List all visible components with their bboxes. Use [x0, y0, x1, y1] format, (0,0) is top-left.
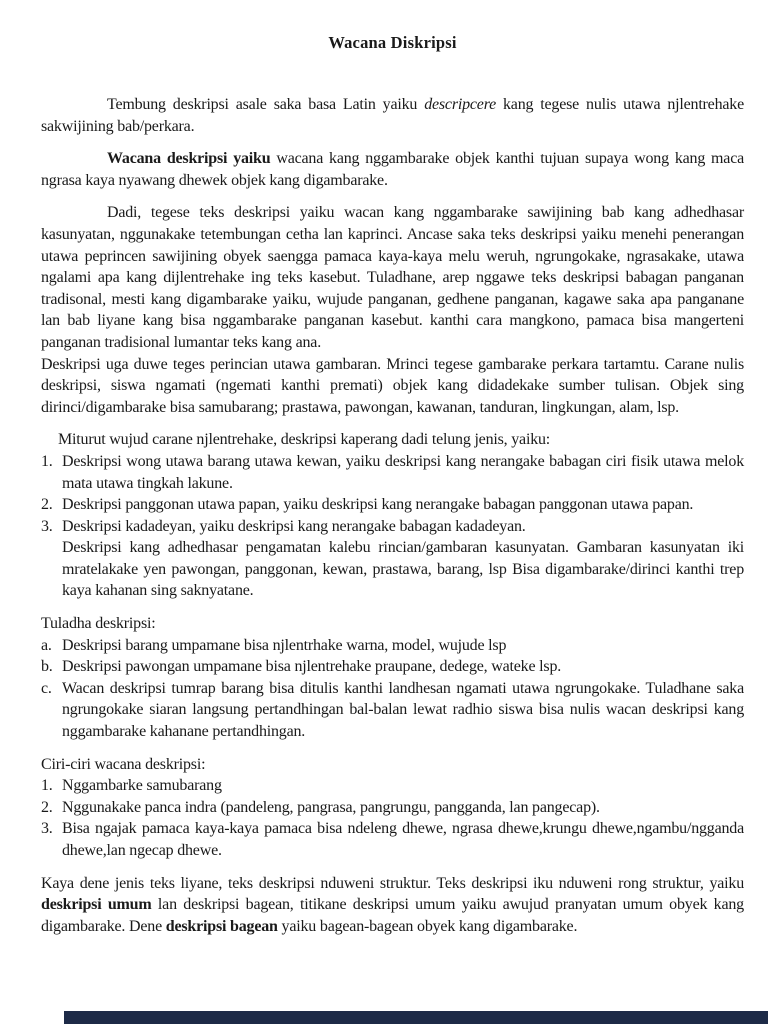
italic-text: descripcere: [424, 96, 497, 113]
bold-text: deskripsi umum: [41, 896, 152, 914]
text-run: Nggunakake panca indra (pandeleng, pangrasa, pangrungu, pangganda, lan pangecap).: [62, 798, 600, 816]
type-item-1: [41, 451, 744, 494]
document-body: [41, 94, 744, 937]
characteristic-item-3: [41, 818, 744, 861]
list-marker: [41, 537, 62, 602]
paragraph-structure: [41, 873, 744, 938]
list-item-text: [62, 678, 744, 743]
text-run: Deskripsi wong utawa barang utawa kewan, yaiku deskripsi kang nerangake babagan ciri fisik utawa melok mata utawa tingkah lakune.: [62, 452, 744, 492]
text-run: Miturut wujud carane njlentrehake, deskripsi kaperang dadi telung jenis, yaiku:: [58, 431, 551, 449]
text-run: Dadi, tegese teks deskripsi yaiku wacan kang nggambarake sawijining bab kang adhedhasar kasunyatan, nggunakake tetembungan cetha lan kaprinci. Ancase saka teks deskripsi yaiku menehi penerangan utawa peprincen sawijining obyek saengga pamaca kaya-kaya melu weruh, ngrungokake, ngrasakake, utawa ngalami apa kang dijlentrehake ing teks kasebut. Tuladhane, arep nggawe teks deskripsi babagan panganan tradisonal, mesti kang digambarake yaiku, wujude panganan, gedhene panganan, kagawe saka apa panganane lan bab liyane kang bisa nggambarake panganan kasebut. kanthi cara mangkono, pamaca bisa mangerteni panganan tradisional lumantar teks kang ana.: [41, 204, 744, 351]
text-run: lan deskripsi bagean, titikane deskripsi umum yaiku awujud pranyatan umum obyek kang digambarake. Dene: [41, 896, 744, 935]
list-marker: b.: [41, 658, 53, 676]
next-page-top-edge-bar: [64, 1011, 768, 1024]
example-item-b: [41, 656, 744, 678]
type-item-2: [41, 494, 744, 516]
text-run: Deskripsi kang adhedhasar pengamatan kalebu rincian/gambaran kasunyatan. Gambaran kasunyatan iki mratelakake yen pawongan, panggonan, kewan, prastawa, barang, lsp Bisa digambarake/dirinci kanthi trep kaya kahanan sing saknyatane.: [62, 539, 744, 600]
list-marker: a.: [41, 636, 52, 654]
list-item-text: [62, 656, 744, 678]
paragraph-gap: [41, 743, 744, 754]
list-item-text: [62, 451, 744, 494]
text-run: yaiku bagean-bagean obyek kang digambarake.: [277, 917, 578, 935]
bold-text: deskripsi bagean: [165, 917, 278, 935]
text-run: Bisa ngajak pamaca kaya-kaya pamaca bisa ndeleng dhewe, ngrasa dhewe,krungu dhewe,ngambu/ngganda dhewe,lan ngecap dhewe.: [62, 820, 744, 859]
list-item-text: [62, 775, 744, 797]
document-content: [41, 33, 744, 937]
list-marker: 1.: [41, 777, 53, 795]
list-marker: 2.: [41, 798, 53, 816]
list-marker: 3.: [41, 517, 53, 535]
paragraph-meaning: [41, 354, 744, 419]
text-run: Wacan deskripsi tumrap barang bisa ditulis kanthi landhesan ngamati utawa ngrungokake. Tuladhane saka ngrungokake siaran langsung pertandhingan bal-balan lewat radhio siswa bisa nulis wacan deskripsi kang nggambarake kahanane pertandhingan.: [62, 679, 744, 741]
text-run: Ciri-ciri wacana deskripsi:: [41, 755, 206, 773]
bold-text: Wacana deskripsi yaiku: [107, 150, 271, 168]
paragraph-gap: [41, 137, 744, 148]
paragraph-explanation: [41, 202, 744, 353]
text-run: Deskripsi barang umpamane bisa njlentrhake warna, model, wujude lsp: [62, 636, 507, 654]
list-marker: c.: [41, 679, 52, 697]
text-run: kang tegese nulis utawa njlentrehake sakwijining bab/perkara.: [41, 96, 744, 135]
list-item-text: [62, 494, 744, 516]
characteristics-heading: [41, 754, 744, 776]
text-run: Nggambarke samubarang: [62, 777, 222, 795]
text-run: Kaya dene jenis teks liyane, teks deskripsi nduweni struktur. Teks deskripsi iku nduweni rong struktur, yaiku: [41, 874, 744, 892]
characteristic-item-1: [41, 775, 744, 797]
list-item-text: [62, 797, 744, 819]
text-run: Deskripsi panggonan utawa papan, yaiku deskripsi kang nerangake babagan panggonan utawa papan.: [62, 496, 694, 514]
paragraph-types-intro: [41, 429, 744, 451]
text-run: Deskripsi pawongan umpamane bisa njlentrehake praupane, dedege, wateke lsp.: [62, 658, 562, 676]
list-marker: 2.: [41, 496, 53, 514]
paragraph-intro: [41, 94, 744, 137]
paragraph-gap: [41, 862, 744, 873]
text-run: wacana kang nggambarake objek kanthi tujuan supaya wong kang maca ngrasa kaya nyawang dhewek objek kang digambarake.: [41, 150, 744, 189]
paragraph-gap: [41, 191, 744, 202]
type-item-3-continuation: [41, 537, 744, 602]
list-item-text: [62, 635, 744, 657]
text-run: Tembung deskripsi asale saka basa Latin yaiku: [107, 96, 425, 113]
paragraph-definition: [41, 148, 744, 191]
examples-heading: [41, 613, 744, 635]
example-item-a: [41, 635, 744, 657]
type-item-3: [41, 516, 744, 538]
paragraph-gap: [41, 602, 744, 613]
text-run: Tuladha deskripsi:: [41, 615, 156, 633]
text-run: Deskripsi uga duwe teges perincian utawa gambaran. Mrinci tegese gambarake perkara tartamtu. Carane nulis deskripsi, siswa ngamati (ngemati kanthi premati) objek kang didadekake sumber tulisan. Objek sing dirinci/digambarake bisa samubarang; prastawa, pawongan, kawanan, tanduran, lingkungan, alam, lsp.: [41, 355, 744, 416]
characteristic-item-2: [41, 797, 744, 819]
list-item-text: [62, 818, 744, 861]
document-title: Wacana Diskripsi: [328, 33, 457, 52]
list-marker: 1.: [41, 452, 53, 470]
paragraph-gap: [41, 418, 744, 429]
text-run: Deskripsi kadadeyan, yaiku deskripsi kang nerangake babagan kadadeyan.: [62, 517, 526, 535]
list-item-text: [62, 516, 744, 538]
example-item-c: [41, 678, 744, 743]
list-item-text: [62, 537, 744, 602]
list-marker: 3.: [41, 820, 53, 838]
